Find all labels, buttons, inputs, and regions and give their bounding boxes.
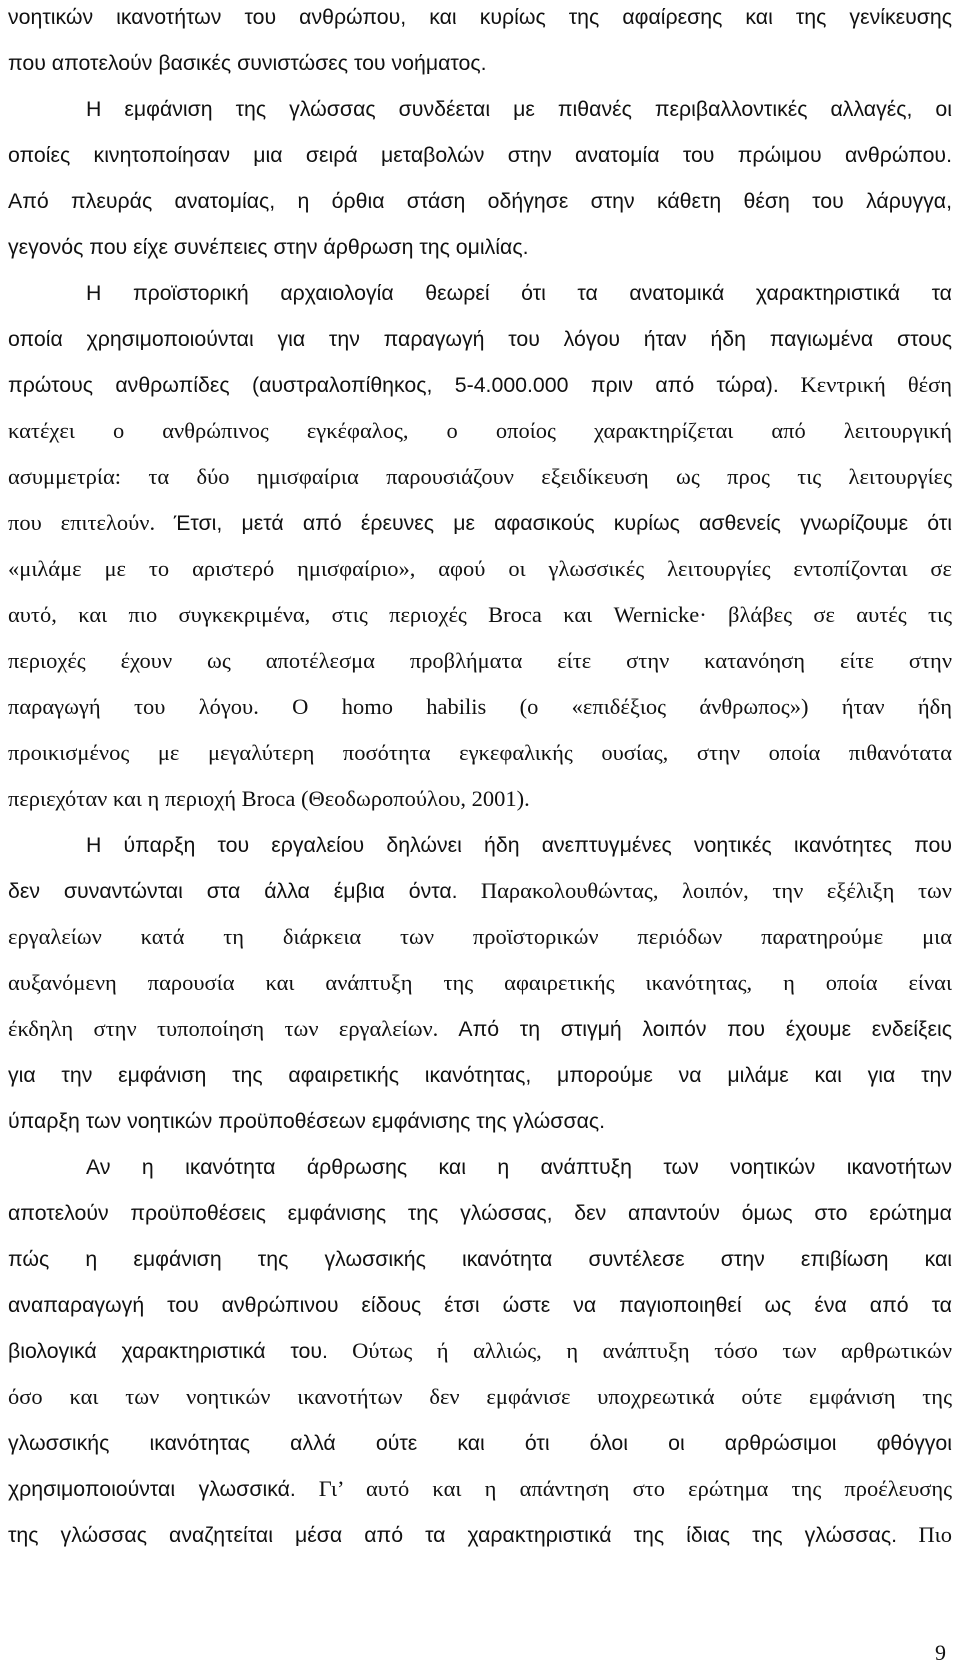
page-number: 9 <box>935 1640 946 1665</box>
text-line: νοητικών ικανοτήτων του ανθρώπου, και κυρίως της αφαίρεσης και της γενίκευσης <box>8 5 952 29</box>
text-line: όσο και των νοητικών ικανοτήτων δεν εμφάνισε υποχρεωτικά ούτε εμφάνιση της <box>8 1384 952 1409</box>
text-line: που αποτελούν βασικές συνιστώσες του νοήματος. <box>8 51 487 75</box>
text-line: εργαλείων κατά τη διάρκεια των προϊστορικών περιόδων παρατηρούμε μια <box>8 924 952 949</box>
text-line: έκδηλη στην τυποποίηση των εργαλείων. Από τη στιγμή λοιπόν που έχουμε ενδείξεις <box>8 1016 952 1041</box>
text-line: «μιλάμε με το αριστερό ημισφαίριο», αφού οι γλωσσικές λειτουργίες εντοπίζονται σε <box>8 556 952 581</box>
text-line: Η προϊστορική αρχαιολογία θεωρεί ότι τα ανατομικά χαρακτηριστικά τα <box>86 281 952 305</box>
text-line: δεν συναντώνται στα άλλα έμβια όντα. Παρακολουθώντας, λοιπόν, την εξέλιξη των <box>8 878 952 903</box>
text-line: για την εμφάνιση της αφαιρετικής ικανότητας, μπορούμε να μιλάμε και για την <box>8 1063 952 1087</box>
text-line: αναπαραγωγή του ανθρώπινου είδους έτσι ώστε να παγιοποιηθεί ως ένα από τα <box>8 1293 952 1317</box>
text-line: που επιτελούν. Έτσι, μετά από έρευνες με αφασικούς κυρίως ασθενείς γνωρίζουμε ότι <box>8 510 952 535</box>
text-line: Από πλευράς ανατομίας, η όρθια στάση οδήγησε στην κάθετη θέση του λάρυγγα, <box>8 189 952 213</box>
text-line: της γλώσσας αναζητείται μέσα από τα χαρακτηριστικά της ίδιας της γλώσσας. Πιο <box>8 1522 952 1547</box>
text-line: Η ύπαρξη του εργαλείου δηλώνει ήδη ανεπτυγμένες νοητικές ικανότητες που <box>86 833 952 857</box>
text-line: οποίες κινητοποίησαν μια σειρά μεταβολών στην ανατομία του πρώιμου ανθρώπου. <box>8 143 952 167</box>
text-line: παραγωγή του λόγου. Ο homo habilis (ο «επιδέξιος άνθρωπος») ήταν ήδη <box>8 694 952 719</box>
text-line: πρώτους ανθρωπίδες (αυστραλοπίθηκος, 5-4.000.000 πριν από τώρα). Κεντρική θέση <box>8 372 952 397</box>
text-line: κατέχει ο ανθρώπινος εγκέφαλος, ο οποίος χαρακτηρίζεται από λειτουργική <box>8 418 952 443</box>
text-line: γεγονός που είχε συνέπειες στην άρθρωση της ομιλίας. <box>8 235 529 259</box>
text-line: χρησιμοποιούνται γλωσσικά. Γι’ αυτό και η απάντηση στο ερώτημα της προέλευσης <box>8 1476 953 1501</box>
text-line: οποία χρησιμοποιούνται για την παραγωγή του λόγου ήταν ήδη παγιωμένα στους <box>8 327 952 351</box>
text-line: Αν η ικανότητα άρθρωσης και η ανάπτυξη των νοητικών ικανοτήτων <box>86 1155 952 1179</box>
text-line: βιολογικά χαρακτηριστικά του. Ούτως ή αλλιώς, η ανάπτυξη τόσο των αρθρωτικών <box>8 1338 952 1363</box>
text-line: περιοχές έχουν ως αποτέλεσμα προβλήματα είτε στην κατανόηση είτε στην <box>8 648 952 673</box>
text-line: ύπαρξη των νοητικών προϋποθέσεων εμφάνισης της γλώσσας. <box>8 1109 606 1133</box>
text-line: αποτελούν προϋποθέσεις εμφάνισης της γλώσσας, δεν απαντούν όμως στο ερώτημα <box>8 1201 952 1225</box>
text-line: αυτό, και πιο συγκεκριμένα, στις περιοχές Broca και Wernicke· βλάβες σε αυτές τις <box>8 602 952 627</box>
text-line: περιεχόταν και η περιοχή Broca (Θεοδωροπούλου, 2001). <box>8 786 530 811</box>
text-line: αυξανόμενη παρουσία και ανάπτυξη της αφαιρετικής ικανότητας, η οποία είναι <box>8 970 952 995</box>
text-line: Η εμφάνιση της γλώσσας συνδέεται με πιθανές περιβαλλοντικές αλλαγές, οι <box>86 97 952 121</box>
text-line: γλωσσικής ικανότητας αλλά ούτε και ότι όλοι οι αρθρώσιμοι φθόγγοι <box>8 1431 952 1455</box>
text-line: ασυμμετρία: τα δύο ημισφαίρια παρουσιάζουν εξειδίκευση ως προς τις λειτουργίες <box>8 464 952 489</box>
text-line: προικισμένος με μεγαλύτερη ποσότητα εγκεφαλικής ουσίας, στην οποία πιθανότατα <box>8 740 952 765</box>
text-line: πώς η εμφάνιση της γλωσσικής ικανότητα συντέλεσε στην επιβίωση και <box>8 1247 952 1271</box>
